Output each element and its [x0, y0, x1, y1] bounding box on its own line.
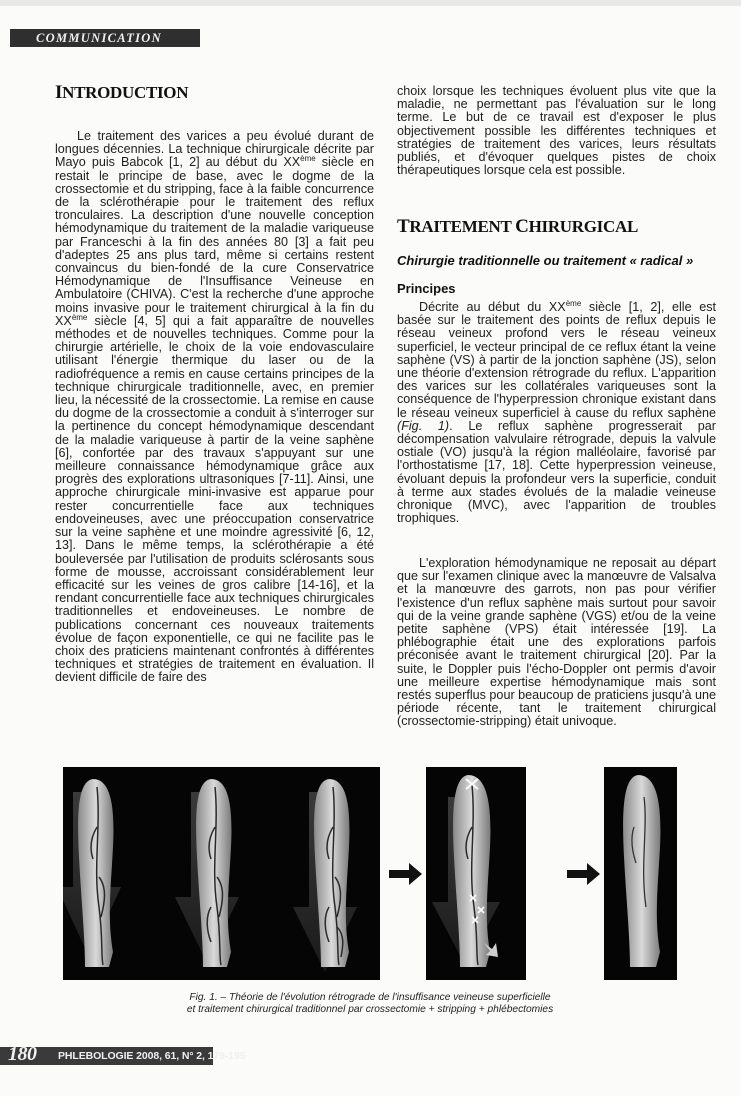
right-arrow-icon	[563, 859, 603, 889]
intro-paragraph-continued: choix lorsque les techniques évoluent plus vite que la maladie, ne permettant pas l'évaluation sur le long terme. Le but de ce travail est d'exposer le plus objectivement possible les différentes techniques et stratégies de traitement des varices, leurs résultats publiés, et d'évoquer quelques pistes de choix thérapeutiques lorsque cela est possible.	[397, 84, 716, 178]
leg-3-illustration	[293, 779, 357, 972]
principes-paragraph-1: Décrite au début du XXème siècle [1, 2], elle est basée sur le traitement des points de reflux depuis le réseau veineux profond vers le réseau veineux superficiel, le vecteur principal de ce reflux étant la veine saphène (VS) à partir de la jonction saphène (JS), selon une théorie d'extension rétrograde du reflux. L'apparition des varices sur les collatérales variqueuses sont la conséquence de l'hyperpression chronique existant dans le réseau veineux superficiel à cause du reflux saphène (Fig. 1). Le reflux saphène progresserait par décompensation valvulaire rétrograde, depuis la valvule ostiale (VO) jusqu'à la région malléolaire, favorisé par l'orthostatisme [17, 18]. Cette hyperpression veineuse, évoluant depuis la profondeur vers la superficie, conduit à terme aux stades évolués de la maladie veineuse chronique (MVC), avec l'apparition de troubles trophiques.	[397, 298, 716, 526]
subsection-title: Chirurgie traditionnelle ou traitement « radical »	[397, 253, 694, 268]
journal-reference: PHLEBOLOGIE 2008, 61, N° 2, 179-195	[58, 1050, 246, 1062]
section-title-introduction: INTRODUCTION	[55, 82, 189, 103]
figure-caption-line-2: et traitement chirurgical traditionnel par crossectomie + stripping + phlébectomies	[186, 1004, 554, 1016]
subheading-principes: Principes	[397, 281, 456, 296]
figure-caption	[120, 992, 620, 1017]
section-label: COMMUNICATION	[36, 31, 162, 45]
right-arrow-icon	[385, 859, 425, 889]
leg-1-illustration	[63, 779, 121, 967]
section-title-traitement-chirurgical: TRAITEMENT CHIRURGICAL	[397, 216, 638, 237]
section-header-band	[10, 29, 200, 47]
figure-panel-reflux-progression	[63, 767, 380, 980]
principes-paragraph-2: L'exploration hémodynamique ne reposait au départ que sur l'examen clinique avec la manœuvre de Valsalva et la manœuvre des garrots, non pas pour vérifier l'existence d'un reflux saphène mais surtout pour savoir qui de la veine grande saphène (VGS) et/ou de la veine petite saphène (VPS) était intéressée [19]. La phlébographie était une des explorations parfois préconisée avant le traitement chirurgical [20]. Par la suite, le Doppler puis l'écho-Doppler ont permis d'avoir une meilleure expertise hémodynamique mais sont restés superflus pour beaucoup de praticiens jusqu'à une période récente, tant le traitement chirurgical (crossectomie-stripping) était univoque.	[397, 556, 716, 729]
figure-panel-result	[604, 767, 677, 980]
intro-paragraph: Le traitement des varices a peu évolué durant de longues décennies. La technique chirurgicale décrite par Mayo puis Babcok [1, 2] au début du XXème siècle en restait le principe de base, avec le dogme de la crossectomie et du stripping, face à la faible concurrence de la sclérothérapie pour le traitement des reflux tronculaires. La description d'une nouvelle conception hémodynamique du traitement de la maladie variqueuse par Franceschi à la fin des années 80 [3] a fait peu d'adeptes 25 ans plus tard, même si certains restent convaincus du bien-fondé de la cure Conservatrice Hémodynamique de l'Insuffisance Veineuse en Ambulatoire (CHIVA). C'est la recherche d'une approche moins invasive pour le traitement chirurgical à la fin du XXème siècle [4, 5] qui a fait apparaître de nouvelles méthodes et de nouvelles techniques. Comme pour la chirurgie artérielle, le choix de la voie endovasculaire utilisant l'énergie thermique du laser ou de la radiofréquence a remis en cause certains principes de la technique chirurgicale traditionnelle, avec, en premier lieu, la nécessité de la crossectomie. La remise en cause du dogme de la crossectomie a conduit à s'interroger sur la pertinence du concept hémodynamique descendant de la maladie variqueuse à partir de la veine saphène [6], confortée par des travaux s'appuyant sur une meilleure connaissance hémodynamique grâce aux progrès des explorations ultrasoniques [7-11]. Ainsi, une approche chirurgicale mini-invasive est apparue pour rester concurrentielle face aux techniques endoveineuses, avec une préoccupation conservatrice sur la veine saphène et une moindre agressivité [6, 12, 13]. Dans le même temps, la sclérothérapie a été bouleversée par l'utilisation de produits sclérosants sous forme de mousse, accroissant considérablement leur efficacité sur les veines de gros calibre [14-16], et la rendant concurrentielle face aux techniques chirurgicales traditionnelles et endoveineuses. Le nombre de publications concernant ces nouveaux traitements évolue de façon exponentielle, ce qui ne facilite pas le choix des praticiens maintenant confrontés à différentes techniques et stratégies de traitement en évaluation. Il devient difficile de faire des	[55, 129, 374, 685]
figure-1	[63, 767, 677, 980]
page-top-strip	[0, 0, 741, 6]
figure-caption-line-1: Fig. 1. – Théorie de l'évolution rétrograde de l'insuffisance veineuse superficielle	[189, 992, 551, 1003]
leg-2-illustration	[175, 779, 239, 967]
figure-panel-surgery	[426, 767, 526, 980]
page-number: 180	[8, 1043, 37, 1065]
